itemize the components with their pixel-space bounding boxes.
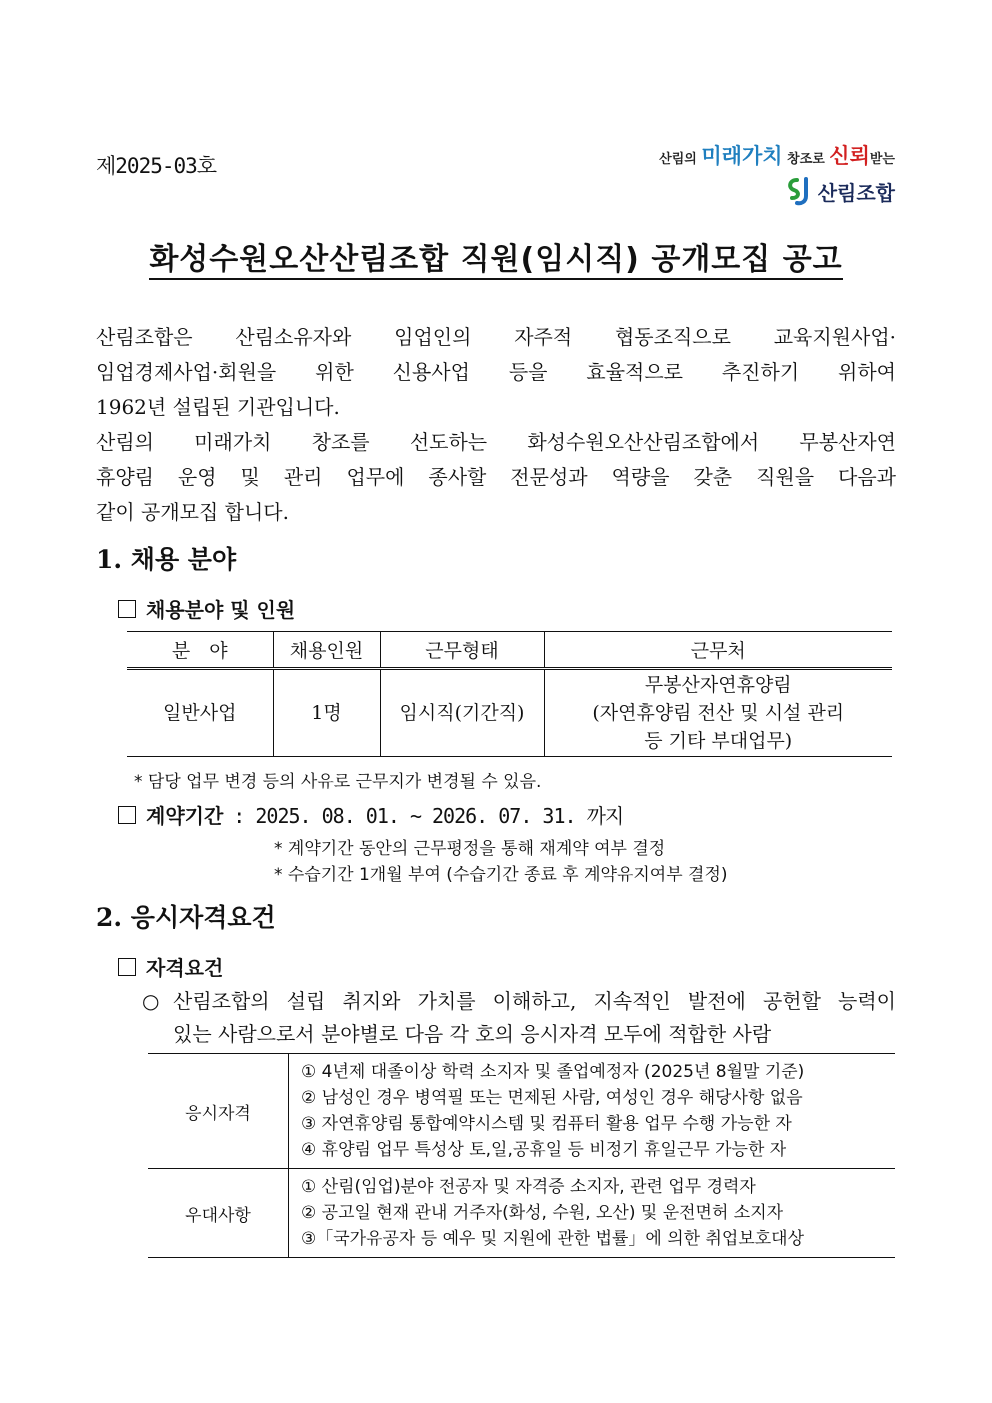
qualification-table (148, 1053, 895, 1258)
list-item: ④ 휴양림 업무 특성상 토,일,공휴일 등 비정기 휴일근무 가능한 자 (301, 1140, 787, 1160)
section-2-subheading (118, 952, 223, 981)
intro-2-line-1: 산림의 미래가치 창조를 선도하는 화성수원오산산림조합에서 무봉산자연 (96, 430, 896, 454)
section-2-heading: 2. 응시자격요건 (96, 903, 276, 932)
contract-label: 계약기간 (146, 804, 224, 828)
contract-value: : 2025. 08. 01. ~ 2026. 07. 31. 까지 (233, 804, 624, 828)
slogan-part4: 신뢰 (829, 144, 870, 168)
header-count: 채용인원 (273, 632, 380, 669)
list-item: ② 남성인 경우 병역필 또는 면제된 사람, 여성인 경우 해당사항 없음 (301, 1088, 803, 1108)
contract-note-2: * 수습기간 1개월 부여 (수습기간 종료 후 계약유지여부 결정) (274, 865, 728, 885)
intro-paragraph-1 (96, 320, 896, 425)
forest-association-logo (784, 176, 895, 206)
preference-items (289, 1169, 896, 1258)
slogan-part3: 창조로 (787, 152, 825, 167)
header-type: 근무형태 (380, 632, 544, 669)
page-title (0, 234, 992, 278)
section-1-heading: 1. 채용 분야 (96, 545, 237, 574)
slogan-part5: 받는 (869, 152, 895, 167)
bullet-line-1: 산림조합의 설립 취지와 가치를 이해하고, 지속적인 발전에 공헌할 능력이 (173, 989, 896, 1013)
checkbox-square-icon (118, 958, 136, 976)
cell-count: 1명 (273, 669, 380, 757)
workplace-change-note: * 담당 업무 변경 등의 사유로 근무지가 변경될 수 있음. (134, 772, 542, 792)
intro-1-line-1: 산림조합은 산림소유자와 임업인의 자주적 협동조직으로 교육지원사업· (96, 325, 896, 349)
table-row (148, 1054, 895, 1169)
list-item: ① 4년제 대졸이상 학력 소지자 및 졸업예정자 (2025년 8월말 기준) (301, 1062, 805, 1082)
slogan-part2: 미래가치 (701, 144, 783, 168)
list-item: ② 공고일 현재 관내 거주자(화성, 수원, 오산) 및 운전면허 소지자 (301, 1203, 784, 1223)
intro-2-line-3: 같이 공개모집 합니다. (96, 500, 289, 524)
header-place: 근무처 (544, 632, 892, 669)
table-row (148, 1169, 895, 1258)
list-item: ① 산림(임업)분야 전공자 및 자격증 소지자, 관련 업무 경력자 (301, 1177, 756, 1197)
header-field: 분 야 (127, 632, 273, 669)
cell-place (544, 669, 892, 757)
contract-note-1: * 계약기간 동안의 근무평정을 통해 재계약 여부 결정 (274, 839, 666, 859)
circle-bullet-icon: ○ (142, 989, 160, 1013)
qualification-bullet (142, 985, 896, 1051)
section-1-subheading (118, 594, 295, 623)
intro-paragraph-2 (96, 425, 896, 530)
section-1-subheading-text: 채용분야 및 인원 (146, 598, 296, 622)
list-item: ③ 자연휴양림 통합예약시스템 및 컴퓨터 활용 업무 수행 가능한 자 (301, 1114, 792, 1134)
checkbox-square-icon (118, 806, 136, 824)
list-item: ③「국가유공자 등 예우 및 지원에 관한 법률」에 의한 취업보호대상 (301, 1229, 805, 1249)
cell-type: 임시직(기간직) (380, 669, 544, 757)
eligibility-items (289, 1054, 896, 1169)
page-title-text: 화성수원오산산림조합 직원(임시직) 공개모집 공고 (149, 242, 842, 280)
slogan (659, 140, 895, 170)
contract-period (118, 800, 623, 829)
intro-2-line-2: 휴양림 운영 및 관리 업무에 종사할 전문성과 역량을 갖춘 직원을 다음과 (96, 465, 896, 489)
category-eligibility: 응시자격 (148, 1054, 289, 1169)
checkbox-square-icon (118, 600, 136, 618)
recruitment-table (127, 631, 892, 757)
section-2-subheading-text: 자격요건 (146, 956, 224, 980)
intro-1-line-2: 임업경제사업·회원을 위한 신용사업 등을 효율적으로 추진하기 위하여 (96, 360, 896, 384)
category-preference: 우대사항 (148, 1169, 289, 1258)
place-line-2: (자연휴양림 전산 및 시설 관리 (592, 702, 845, 724)
place-line-1: 무봉산자연휴양림 (644, 674, 792, 696)
slogan-part1: 산림의 (659, 152, 697, 167)
table-header-row (127, 632, 892, 669)
sj-logo-icon (784, 176, 814, 206)
logo-text: 산림조합 (817, 180, 895, 205)
intro-1-line-3: 1962년 설립된 기관입니다. (96, 395, 340, 419)
cell-field: 일반사업 (127, 669, 273, 757)
place-line-3: 등 기타 부대업무) (644, 730, 793, 752)
document-number: 제2025-03호 (96, 154, 217, 178)
table-row (127, 669, 892, 757)
bullet-line-2: 있는 사람으로서 분야별로 다음 각 호의 응시자격 모두에 적합한 사람 (173, 1022, 772, 1046)
